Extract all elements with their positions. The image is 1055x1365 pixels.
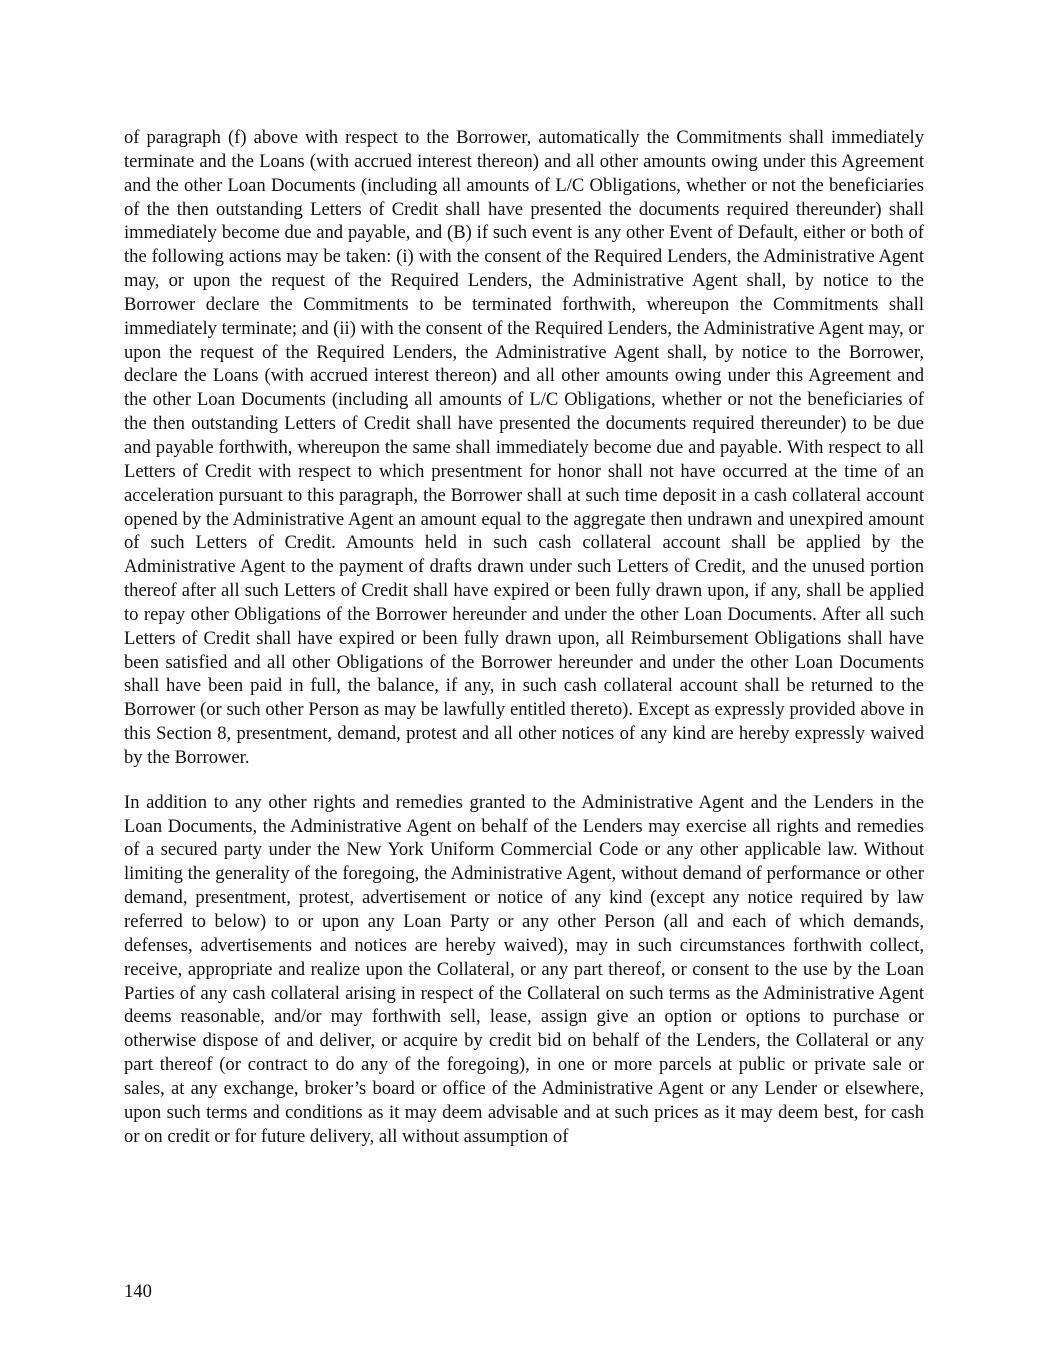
page-number: 140 — [124, 1281, 152, 1302]
paragraph-rights-and-remedies: In addition to any other rights and remedies granted to the Administrative Agent and the Lenders in the Loan Documents, the Administrative Agent on behalf of the Lenders may exercise all rights and remedies of a secured party under the New York Uniform Commercial Code or any other applicable law. Without limiting the generality of the foregoing, the Administrative Agent, without demand of performance or other demand, presentment, protest, advertisement or notice of any kind (except any notice required by law referred to below) to or upon any Loan Party or any other Person (all and each of which demands, defenses, advertisements and notices are hereby waived), may in such circumstances forthwith collect, receive, appropriate and realize upon the Collateral, or any part thereof, or consent to the use by the Loan Parties of any cash collateral arising in respect of the Collateral on such terms as the Administrative Agent deems reasonable, and/or may forthwith sell, lease, assign give an option or options to purchase or otherwise dispose of and deliver, or acquire by credit bid on behalf of the Lenders, the Collateral or any part thereof (or contract to do any of the foregoing), in one or more parcels at public or private sale or sales, at any exchange, broker’s board or office of the Administrative Agent or any Lender or elsewhere, upon such terms and conditions as it may deem advisable and at such prices as it may deem best, for cash or on credit or for future delivery, all without assumption of — [124, 791, 924, 1147]
body-text — [124, 126, 924, 1148]
paragraph-remedies-acceleration: of paragraph (f) above with respect to the Borrower, automatically the Commitments shall immediately terminate and the Loans (with accrued interest thereon) and all other amounts owing under this Agreement and the other Loan Documents (including all amounts of L/C Obligations, whether or not the beneficiaries of the then outstanding Letters of Credit shall have presented the documents required thereunder) shall immediately become due and payable, and (B) if such event is any other Event of Default, either or both of the following actions may be taken: (i) with the consent of the Required Lenders, the Administrative Agent may, or upon the request of the Required Lenders, the Administrative Agent shall, by notice to the Borrower declare the Commitments to be terminated forthwith, whereupon the Commitments shall immediately terminate; and (ii) with the consent of the Required Lenders, the Administrative Agent may, or upon the request of the Required Lenders, the Administrative Agent shall, by notice to the Borrower, declare the Loans (with accrued interest thereon) and all other amounts owing under this Agreement and the other Loan Documents (including all amounts of L/C Obligations, whether or not the beneficiaries of the then outstanding Letters of Credit shall have presented the documents required thereunder) to be due and payable forthwith, whereupon the same shall immediately become due and payable. With respect to all Letters of Credit with respect to which presentment for honor shall not have occurred at the time of an acceleration pursuant to this paragraph, the Borrower shall at such time deposit in a cash collateral account opened by the Administrative Agent an amount equal to the aggregate then undrawn and unexpired amount of such Letters of Credit. Amounts held in such cash collateral account shall be applied by the Administrative Agent to the payment of drafts drawn under such Letters of Credit, and the unused portion thereof after all such Letters of Credit shall have expired or been fully drawn upon, if any, shall be applied to repay other Obligations of the Borrower hereunder and under the other Loan Documents. After all such Letters of Credit shall have expired or been fully drawn upon, all Reimbursement Obligations shall have been satisfied and all other Obligations of the Borrower hereunder and under the other Loan Documents shall have been paid in full, the balance, if any, in such cash collateral account shall be returned to the Borrower (or such other Person as may be lawfully entitled thereto). Except as expressly provided above in this Section 8, presentment, demand, protest and all other notices of any kind are hereby expressly waived by the Borrower. — [124, 127, 924, 768]
